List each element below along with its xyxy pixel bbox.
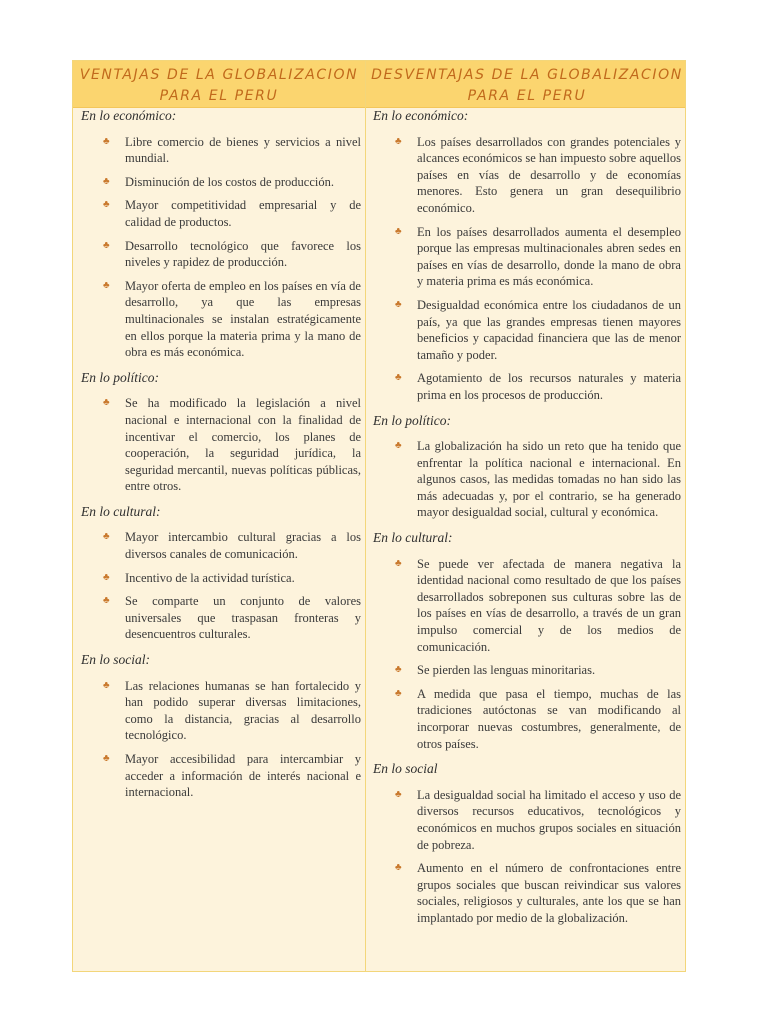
list-item <box>371 134 681 217</box>
disadvantages-section-title: En lo social <box>373 761 438 777</box>
list-item-text: Mayor oferta de empleo en los países en vía de desarrollo, ya que las empresas multinacionales se instalan estratégicamente en ellos porque la materia prima y la mano de obra es más económica. <box>125 278 361 360</box>
list-item <box>371 556 681 656</box>
list-item <box>79 529 361 562</box>
list-item-text: Agotamiento de los recursos naturales y materia prima en los procesos de producción. <box>417 371 681 402</box>
advantages-section-title: En lo cultural: <box>81 503 161 519</box>
club-bullet-icon: ♣ <box>395 372 402 384</box>
club-bullet-icon: ♣ <box>103 199 110 211</box>
column-divider <box>365 61 366 971</box>
list-item <box>371 787 681 853</box>
list-item-text: Desigualdad económica entre los ciudadanos de un país, ya que las grandes empresas tienen mayores beneficios y capacidad financiera que las de menor tamaño y poder. <box>417 297 681 362</box>
list-item-text: Se puede ver afectada de manera negativa la identidad nacional como resultado de que los países desarrollados sobreponen sus culturas sobre las de los países en vías de desarrollo, a través de un gran impulso comercial y de los medios de comunicación. <box>417 556 681 654</box>
advantages-section-list <box>79 529 361 643</box>
disadvantages-section-list <box>371 438 681 521</box>
club-bullet-icon: ♣ <box>395 557 402 569</box>
list-item <box>371 297 681 363</box>
list-item <box>79 174 361 191</box>
list-item <box>79 238 361 271</box>
club-bullet-icon: ♣ <box>103 679 110 691</box>
list-item-text: A medida que pasa el tiempo, muchas de las tradiciones autóctonas se van modificando al incorporar nuevas costumbres, generalmente, de otros países. <box>417 686 681 751</box>
club-bullet-icon: ♣ <box>395 664 402 676</box>
club-bullet-icon: ♣ <box>395 687 402 699</box>
list-item <box>371 224 681 290</box>
club-bullet-icon: ♣ <box>395 135 402 147</box>
list-item-text: La globalización ha sido un reto que ha tenido que enfrentar la política nacional e internacional. En algunos casos, las medidas tomadas no han sido las más adecuadas y, por el contrario, se ha generado mayor desigualdad social, cultural y económica. <box>417 439 681 520</box>
club-bullet-icon: ♣ <box>103 753 110 764</box>
club-bullet-icon: ♣ <box>103 239 110 251</box>
disadvantages-section-list <box>371 134 681 404</box>
list-item <box>371 370 681 403</box>
list-item-text: Incentivo de la actividad turística. <box>125 570 295 585</box>
club-bullet-icon: ♣ <box>103 595 110 607</box>
advantages-section-list <box>79 678 361 801</box>
list-item <box>371 438 681 521</box>
list-item <box>371 860 681 926</box>
list-item <box>371 686 681 752</box>
list-item-text: Mayor intercambio cultural gracias a los diversos canales de comunicación. <box>125 530 361 562</box>
list-item <box>79 197 361 230</box>
list-item <box>79 278 361 361</box>
comparison-table <box>72 60 686 972</box>
club-bullet-icon: ♣ <box>103 135 110 147</box>
list-item <box>79 678 361 744</box>
advantages-section-list <box>79 134 361 361</box>
list-item-text: En los países desarrollados aumenta el desempleo porque las empresas multinacionales abren sedes en países en vías de desarrollo, donde la mano de obra y materia prima es más económica. <box>417 224 681 289</box>
list-item-text: Los países desarrollados con grandes potenciales y alcances económicos se han impuesto sobre aquellos países en vías de desarrollo y de economías menores. Esto genera un gran desequilibrio económico. <box>417 134 681 215</box>
club-bullet-icon: ♣ <box>395 788 402 800</box>
club-bullet-icon: ♣ <box>395 440 402 452</box>
disadvantages-section-list <box>371 787 681 927</box>
club-bullet-icon: ♣ <box>103 397 110 409</box>
list-item-text: Desarrollo tecnológico que favorece los niveles y rapidez de producción. <box>125 238 361 270</box>
list-item-text: Mayor competitividad empresarial y de calidad de productos. <box>125 198 361 229</box>
list-item-text: Las relaciones humanas se han fortalecido y han podido superar diversas limitaciones, como la distancia, gracias al desarrollo tecnológico. <box>125 678 361 743</box>
list-item <box>79 593 361 643</box>
list-item-text: Disminución de los costos de producción. <box>125 174 334 189</box>
list-item-text: Se ha modificado la legislación a nivel nacional e internacional con la finalidad de incentivar el comercio, los planes de cooperación, la seguridad jurídica, la seguridad mercantil, nuevas políticas públicas, entre otros. <box>125 396 361 494</box>
club-bullet-icon: ♣ <box>103 531 110 543</box>
list-item <box>371 662 681 679</box>
advantages-column <box>79 108 361 810</box>
list-item-text: La desigualdad social ha limitado el acceso y uso de diversos recursos educativos, tecnológicos y económicos en muchos grupos sociales en situación de pobreza. <box>417 787 681 852</box>
disadvantages-column <box>371 108 681 936</box>
club-bullet-icon: ♣ <box>103 279 110 291</box>
disadvantages-section-title: En lo cultural: <box>373 530 453 546</box>
advantages-section-title: En lo político: <box>81 369 159 385</box>
list-item <box>79 570 361 587</box>
club-bullet-icon: ♣ <box>395 298 402 310</box>
list-item-text: Libre comercio de bienes y servicios a nivel mundial. <box>125 134 361 166</box>
club-bullet-icon: ♣ <box>103 175 110 187</box>
advantages-section-title: En lo económico: <box>81 108 177 123</box>
list-item-text: Se comparte un conjunto de valores universales que traspasan fronteras y desencuentros culturales. <box>125 594 361 642</box>
advantages-section-list <box>79 395 361 495</box>
header-advantages: VENTAJAS DE LA GLOBALIZACION PARA EL PERU <box>79 67 359 104</box>
list-item <box>79 751 361 801</box>
disadvantages-section-title: En lo político: <box>373 412 451 428</box>
club-bullet-icon: ♣ <box>395 862 402 874</box>
header-disadvantages: DESVENTAJAS DE LA GLOBALIZACION PARA EL PERU <box>371 67 683 104</box>
advantages-section-title: En lo social: <box>81 652 150 668</box>
club-bullet-icon: ♣ <box>103 571 110 583</box>
list-item-text: Se pierden las lenguas minoritarias. <box>417 663 596 678</box>
list-item-text: Mayor accesibilidad para intercambiar y acceder a información de interés nacional e internacional. <box>125 752 361 800</box>
club-bullet-icon: ♣ <box>395 225 402 237</box>
list-item-text: Aumento en el número de confrontaciones entre grupos sociales que buscan reivindicar sus valores sociales, religiosos y culturales, ante los que se han implantado por medio de la globalización. <box>417 861 681 925</box>
list-item <box>79 395 361 495</box>
disadvantages-section-title: En lo económico: <box>373 108 469 123</box>
list-item <box>79 134 361 167</box>
disadvantages-section-list <box>371 556 681 753</box>
